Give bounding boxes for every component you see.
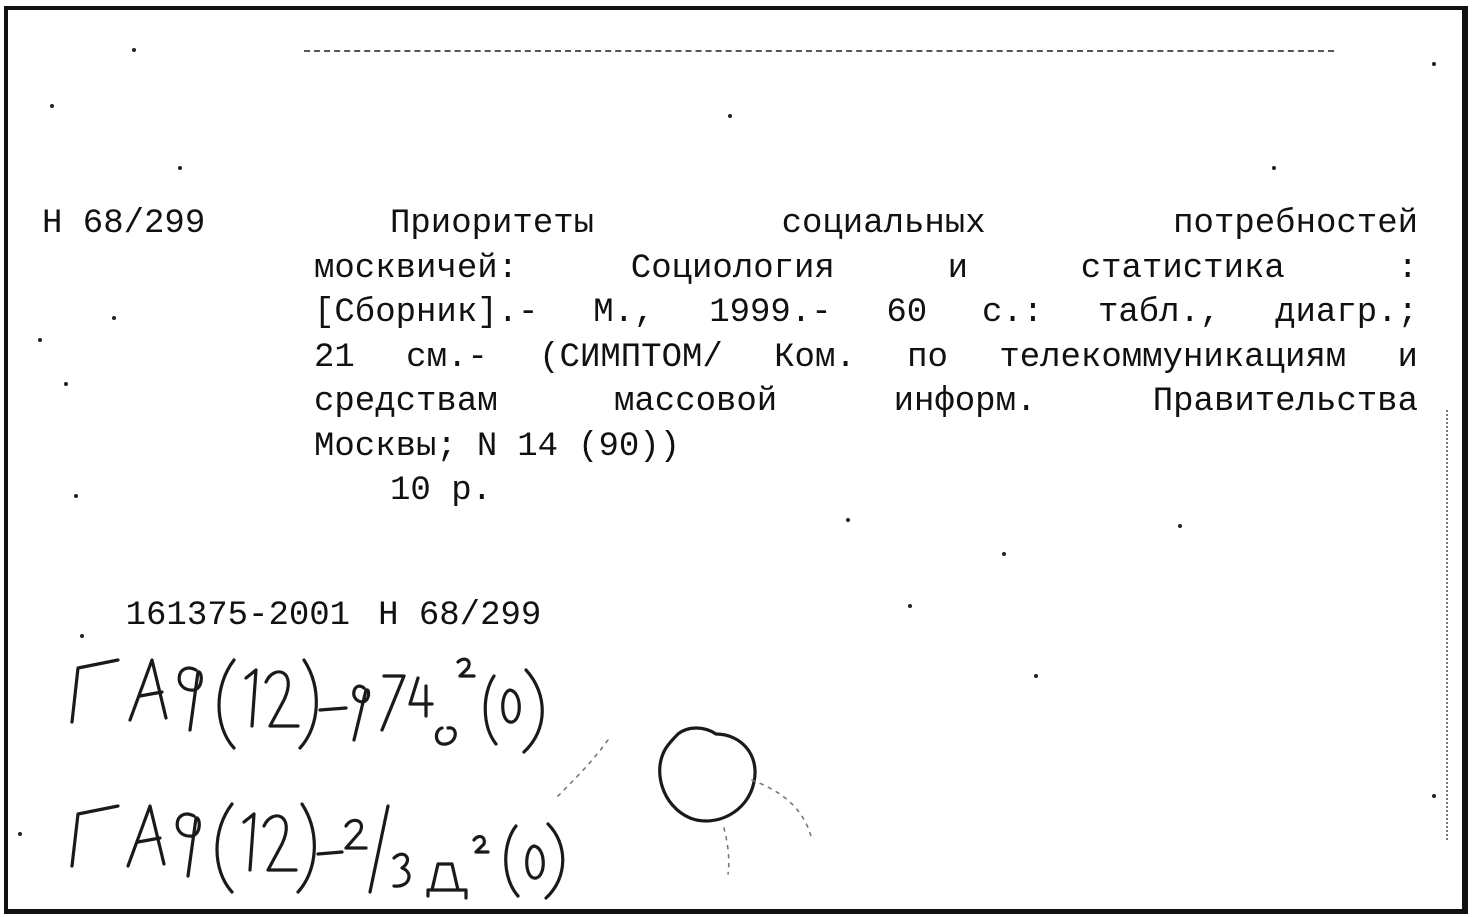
entry-line-6 (314, 426, 1418, 471)
scan-speck (38, 338, 42, 342)
catalog-card (4, 6, 1468, 914)
entry-word: 1999.- (709, 294, 832, 332)
scan-speck (846, 518, 850, 522)
entry-line-2 (314, 248, 1418, 293)
hand-drawn-circle-mark (660, 728, 755, 821)
call-number: Н 68/299 (42, 205, 206, 243)
handwritten-classification-codes (48, 630, 848, 910)
scan-speck (728, 114, 732, 118)
price: 10 р. (390, 472, 493, 510)
scan-speck (50, 104, 54, 108)
entry-word: и (947, 249, 968, 288)
scan-speck (18, 832, 22, 836)
price-line (314, 470, 1418, 515)
inventory-number: 161375-2001 (125, 597, 351, 635)
entry-word: диагр.; (1275, 294, 1418, 332)
entry-line-3 (314, 292, 1418, 337)
top-dashed-rule (304, 50, 1334, 52)
entry-word: 60 (886, 294, 928, 332)
handwritten-code-1 (72, 659, 542, 752)
entry-word: Москвы; (314, 427, 457, 466)
scan-speck (1272, 166, 1276, 170)
entry-word: N (476, 427, 498, 466)
entry-word: см.- (406, 338, 488, 377)
handwritten-code-2 (72, 804, 563, 898)
entry-word: москвичей: (314, 249, 519, 288)
scan-speck (1178, 524, 1182, 528)
entry-word: 21 (314, 338, 355, 377)
entry-word: 14 (517, 427, 559, 466)
entry-line-5 (314, 381, 1418, 426)
entry-word: табл., (1097, 294, 1221, 332)
entry-word: и (1397, 338, 1418, 377)
entry-word: М., (593, 294, 655, 332)
entry-word: Социология (630, 249, 835, 288)
entry-word: потребностей (1173, 205, 1418, 243)
bibliographic-entry (314, 203, 1418, 515)
entry-word: массовой (613, 383, 778, 421)
entry-word: (СИМПТОМ/ (539, 338, 723, 377)
entry-word: (90)) (578, 427, 681, 466)
entry-word: [Сборник].- (314, 294, 539, 332)
scan-speck (1002, 552, 1006, 556)
scan-speck (74, 494, 78, 498)
scan-speck (1034, 674, 1038, 678)
entry-line-4 (314, 337, 1418, 382)
right-edge-scan-marks (1446, 410, 1448, 840)
scan-speck (1432, 62, 1436, 66)
entry-word: Ком. (774, 338, 856, 377)
scan-speck (64, 382, 68, 386)
entry-word: : (1397, 249, 1418, 288)
entry-word: телекоммуникациям (999, 338, 1347, 377)
scan-speck (80, 634, 84, 638)
entry-word: по (907, 338, 948, 377)
entry-word: социальных (781, 205, 986, 243)
scan-speck (178, 166, 182, 170)
scan-speck (1432, 794, 1436, 798)
entry-word: с.: (981, 294, 1044, 332)
entry-word: средствам (314, 383, 498, 421)
entry-word: статистика (1080, 249, 1285, 288)
entry-line-1 (314, 203, 1418, 248)
entry-word: Приоритеты (390, 205, 595, 243)
entry-word: информ. (893, 383, 1037, 421)
scan-speck (112, 316, 116, 320)
scan-speck (908, 604, 912, 608)
scan-speck (132, 48, 136, 52)
inventory-call-number: Н 68/299 (378, 597, 542, 635)
entry-word: Правительства (1152, 383, 1418, 421)
